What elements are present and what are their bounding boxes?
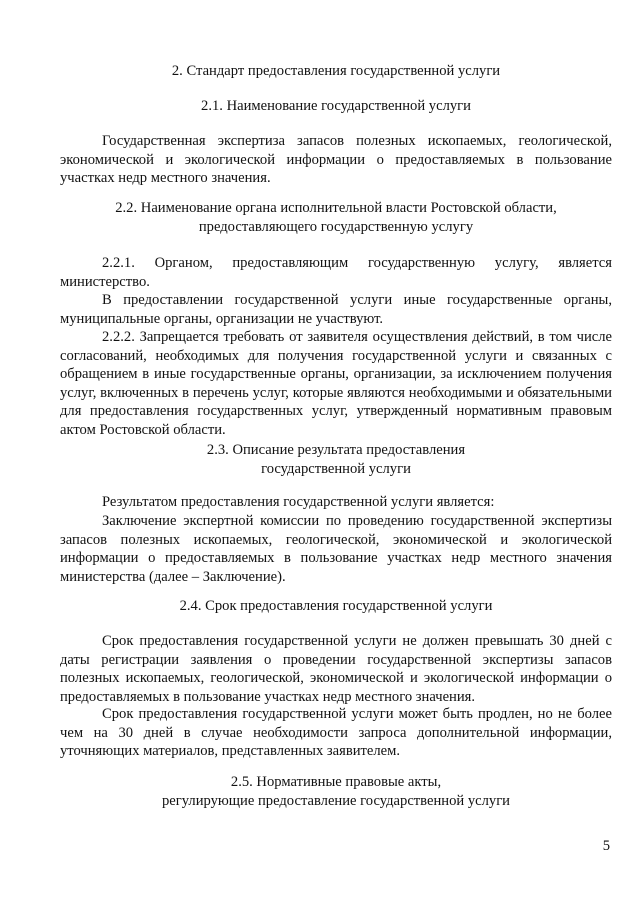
section-2-3-title-line1: 2.3. Описание результата предоставления (206, 442, 466, 458)
section-2-2-2-paragraph: 2.2.2. Запрещается требовать от заявителя осуществления действий, в том числе согласований, необходимых для получения государственной услуги и связанных с обращением в иные государственные органы, организации, за исключением получения услуг, включенных в перечень услуг, которые являются необходимыми и обязательными для предоставления государственных услуг, утвержденный нормативным правовым актом Ростовской области. (60, 329, 612, 438)
section-2-3-title-line2: государственной услуги (261, 461, 411, 477)
section-2-4-heading (60, 597, 612, 616)
section-2-2-heading (60, 199, 612, 237)
section-2-1-paragraph: Государственная экспертиза запасов полезных ископаемых, геологической, экономической и экологической информации о предоставляемых в пользование участках недр местного значения. (60, 133, 612, 187)
section-2-2-1-paragraph: 2.2.1. Органом, предоставляющим государственную услугу, является министерство. (60, 255, 612, 290)
section-2-4-paragraph-1: Срок предоставления государственной услуги не должен превышать 30 дней с даты регистрации заявления о проведении государственной экспертизы запасов полезных ископаемых, геологической, экономической и экологической информации о предоставляемых в пользование участках недр местного значения. (60, 633, 612, 705)
section-2-1-title: 2.1. Наименование государственной услуги (201, 98, 471, 114)
section-2-heading (60, 62, 612, 81)
section-2-3-paragraph-2: Заключение экспертной комиссии по проведению государственной экспертизы запасов полезных ископаемых, геологической, экономической и экологической информации о предоставляемых в пользование участках недр местного значения министерства (далее – Заключение). (60, 513, 612, 585)
section-2-3-heading (60, 441, 612, 479)
section-2-2-title-line1: 2.2. Наименование органа исполнительной власти Ростовской области, (115, 200, 557, 216)
section-2-5-heading (60, 773, 612, 811)
section-2-4-title: 2.4. Срок предоставления государственной услуги (179, 598, 493, 614)
section-2-1-heading (60, 97, 612, 116)
section-2-5-title-line1: 2.5. Нормативные правовые акты, (230, 774, 442, 790)
section-2-4-paragraph-2: Срок предоставления государственной услуги может быть продлен, но не более чем на 30 дней в случае необходимости запроса дополнительной информации, уточняющих материалов, представленных заявителем. (60, 706, 612, 760)
section-2-5-title-line2: регулирующие предоставление государственной услуги (162, 793, 510, 809)
section-2-3-paragraph-1: Результатом предоставления государственной услуги является: (102, 494, 495, 510)
section-2-2-title-line2: предоставляющего государственную услугу (198, 219, 474, 235)
section-2-2-paragraph-2: В предоставлении государственной услуги иные государственные органы, муниципальные органы, организации не участвуют. (60, 292, 612, 327)
section-2-title: 2. Стандарт предоставления государственной услуги (171, 63, 501, 79)
page-number: 5 (602, 838, 610, 854)
